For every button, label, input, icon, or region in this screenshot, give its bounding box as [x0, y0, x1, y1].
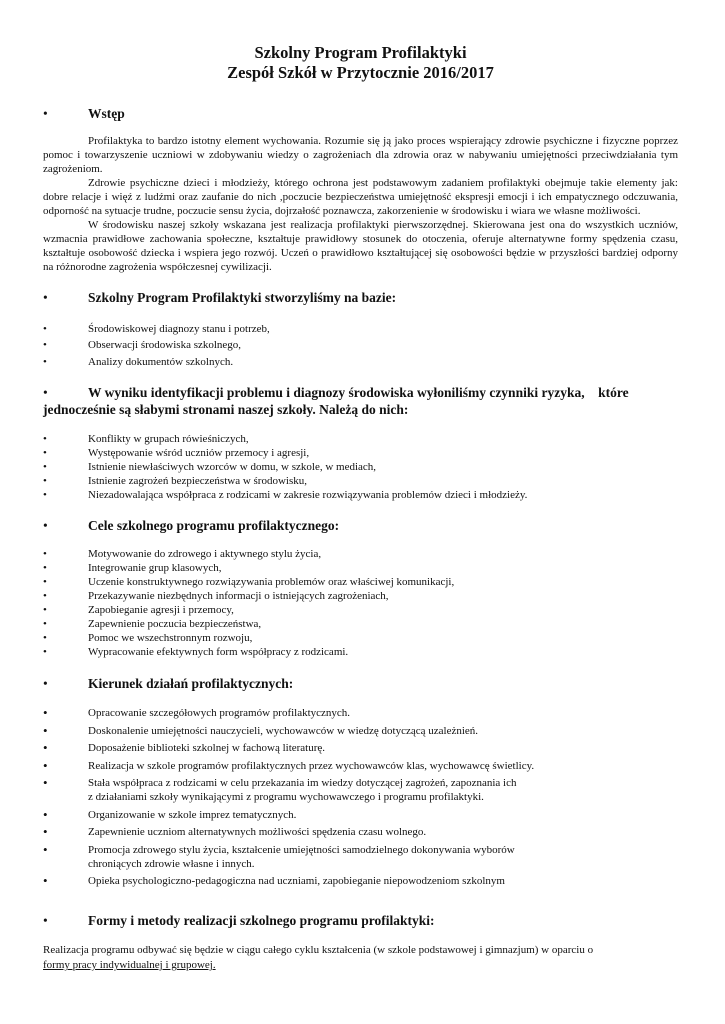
list-item — [43, 446, 678, 460]
bullet: • — [43, 618, 47, 631]
list-item — [43, 843, 678, 871]
list-item — [43, 354, 678, 370]
bullet: • — [43, 355, 47, 368]
list-item — [43, 776, 678, 804]
list-item-text: Konflikty w grupach rówieśniczych, — [88, 433, 249, 446]
list-item — [43, 759, 678, 773]
list-item-text-continuation: z działaniami szkoły wynikającymi z programu wychowawczego i programu profilaktyki. — [88, 791, 484, 804]
risks-list — [43, 432, 678, 502]
section-heading-goals — [43, 517, 678, 534]
list-item-text: Uczenie konstruktywnego rozwiązywania problemów oraz właściwej komunikacji, — [88, 576, 455, 589]
bullet: • — [43, 489, 47, 502]
heading-text: Kierunek działań profilaktycznych: — [88, 676, 294, 692]
list-item-text: Występowanie wśród uczniów przemocy i agresji, — [88, 447, 310, 460]
bullet: • — [43, 590, 47, 603]
bullet: • — [43, 604, 47, 617]
list-item-text: Promocja zdrowego stylu życia, kształcenie umiejętności samodzielnego dokonywania wyborów — [88, 843, 515, 856]
goals-list — [43, 547, 678, 659]
list-item-text: Istnienie zagrożeń bezpieczeństwa w środowisku, — [88, 475, 308, 488]
list-item-text: Środowiskowej diagnozy stanu i potrzeb, — [88, 323, 270, 335]
list-item — [43, 321, 678, 337]
methods-text — [43, 943, 678, 973]
methods-paragraph: Realizacja programu odbywać się będzie w ciągu całego cyklu kształcenia (w szkole podstawowej i gimnazjum) w oparciu o — [43, 944, 594, 957]
bullet: • — [43, 518, 48, 534]
heading-text: Formy i metody realizacji szkolnego programu profilaktyki: — [88, 913, 435, 929]
bullet: • — [43, 433, 47, 446]
section-heading-methods — [43, 912, 678, 929]
bullet: • — [43, 775, 48, 791]
list-item — [43, 808, 678, 822]
section-heading-intro — [43, 105, 678, 122]
list-item-text: Integrowanie grup klasowych, — [88, 562, 222, 575]
list-item — [43, 825, 678, 839]
bullet: • — [43, 873, 48, 889]
bullet: • — [43, 806, 48, 822]
bullet: • — [43, 562, 47, 575]
list-item — [43, 561, 678, 575]
heading-text: Wstęp — [88, 106, 125, 121]
bullet: • — [43, 548, 47, 561]
bullet: • — [43, 632, 47, 645]
bullet: • — [43, 676, 48, 692]
list-item-text-continuation: chroniących zdrowie własne i innych. — [88, 857, 255, 870]
list-item-text: Pomoc we wszechstronnym rozwoju, — [88, 632, 253, 645]
list-item-text: Organizowanie w szkole imprez tematycznych. — [88, 808, 297, 821]
intro-paragraph: W środowisku naszej szkoły wskazana jest realizacja profilaktyki pierwszorzędnej. Skierowana jest ona do wszystkich uczniów, wzmacnia prawidłowe zachowania społeczne, kształtuje prawidłowy stosunek do otoczenia, oferuje alternatywne formy spędzenia czasu, kształtuje osobowość dziecka i wspiera jego rozwój. Uczeń o prawidłowo kształtującej się osobowości będzie w przyszłości bardziej odporny na różnorodne zagrożenia współczesnej cywilizacji. — [43, 219, 678, 273]
list-item-text: Motywowanie do zdrowego i aktywnego stylu życia, — [88, 548, 322, 561]
heading-text: W wyniku identyfikacji problemu i diagnozy środowiska wyłoniliśmy czynniki ryzyka, które jednocześnie są słabymi stronami naszej szkoły. Należą do nich: — [43, 385, 632, 418]
bullet: • — [43, 447, 47, 460]
basis-list — [43, 321, 678, 370]
bullet: • — [43, 740, 48, 756]
list-item — [43, 724, 678, 738]
heading-text: Szkolny Program Profilaktyki stworzyliśmy na bazie: — [88, 290, 397, 305]
list-item — [43, 337, 678, 353]
section-heading-directions — [43, 675, 678, 692]
list-item — [43, 741, 678, 755]
list-item-text: Doposażenie biblioteki szkolnej w fachową literaturę. — [88, 742, 326, 755]
bullet: • — [43, 913, 48, 929]
list-item-text: Stała współpraca z rodzicami w celu przekazania im wiedzy dotyczącej zagrożeń, zapoznania ich — [88, 777, 517, 790]
directions-list — [43, 706, 678, 888]
list-item — [43, 874, 678, 888]
list-item — [43, 589, 678, 603]
list-item-text: Zapobieganie agresji i przemocy, — [88, 604, 234, 617]
bullet: • — [43, 385, 48, 401]
list-item-text: Opracowanie szczegółowych programów profilaktycznych. — [88, 707, 351, 720]
list-item-text: Niezadowalająca współpraca z rodzicami w zakresie rozwiązywania problemów dzieci i młodzieży. — [88, 489, 528, 502]
document-subtitle: Zespół Szkół w Przytocznie 2016/2017 — [227, 63, 494, 82]
intro-text — [43, 134, 678, 274]
document-title: Szkolny Program Profilaktyki — [254, 43, 467, 62]
bullet: • — [43, 339, 47, 352]
list-item-text: Wypracowanie efektywnych form współpracy z rodzicami. — [88, 646, 349, 659]
list-item — [43, 645, 678, 659]
bullet: • — [43, 722, 48, 738]
list-item — [43, 706, 678, 720]
list-item — [43, 488, 678, 502]
list-item — [43, 575, 678, 589]
bullet: • — [43, 824, 48, 840]
list-item — [43, 603, 678, 617]
list-item-text: Istnienie niewłaściwych wzorców w domu, w szkole, w mediach, — [88, 461, 377, 474]
list-item-text: Opieka psychologiczno-pedagogiczna nad uczniami, zapobieganie niepowodzeniom szkolnym — [88, 875, 505, 888]
bullet: • — [43, 323, 47, 335]
methods-underlined-text: formy pracy indywidualnej i grupowej. — [43, 959, 216, 972]
bullet: • — [43, 461, 47, 474]
list-item — [43, 474, 678, 488]
list-item — [43, 617, 678, 631]
intro-paragraph: Zdrowie psychiczne dzieci i młodzieży, którego ochrona jest podstawowym zadaniem profilaktyki obejmuje takie elementy jak: dobre relacje i więź z ludźmi oraz zaufanie do nich ,poczucie bezpieczeństwa umiejętność ekspresji emocji i ich empatycznego odczuwania, odporność na sytuacje trudne, poczucie sensu życia, dojrzałość poznawcza, zakorzenienie w środowisku i wiara we własne możliwości. — [43, 177, 678, 217]
list-item-text: Przekazywanie niezbędnych informacji o istniejących zagrożeniach, — [88, 590, 389, 603]
list-item-text: Doskonalenie umiejętności nauczycieli, wychowawców w wiedzę dotyczącą uzależnień. — [88, 724, 479, 737]
list-item-text: Obserwacji środowiska szkolnego, — [88, 339, 242, 352]
list-item-text: Analizy dokumentów szkolnych. — [88, 355, 234, 368]
section-heading-basis — [43, 289, 678, 306]
list-item — [43, 631, 678, 645]
section-heading-risks — [43, 384, 678, 418]
list-item-text: Realizacja w szkole programów profilaktycznych przez wychowawców klas, wychowawcę świetlicy. — [88, 759, 535, 772]
list-item — [43, 547, 678, 561]
heading-text: Cele szkolnego programu profilaktycznego: — [88, 518, 340, 534]
bullet: • — [43, 475, 47, 488]
bullet: • — [43, 841, 48, 857]
bullet: • — [43, 576, 47, 589]
list-item — [43, 460, 678, 474]
bullet: • — [43, 757, 48, 773]
list-item — [43, 432, 678, 446]
bullet: • — [43, 646, 47, 659]
list-item-text: Zapewnienie poczucia bezpieczeństwa, — [88, 618, 262, 631]
bullet: • — [43, 705, 48, 721]
list-item-text: Zapewnienie uczniom alternatywnych możliwości spędzenia czasu wolnego. — [88, 826, 427, 839]
intro-paragraph: Profilaktyka to bardzo istotny element wychowania. Rozumie się ją jako proces wspierający zdrowie psychiczne i fizyczne poprzez pomoc i towarzyszenie uczniowi w zdobywaniu wiedzy o zagrożeniach dla zdrowia oraz w nabywaniu umiejętności przeciwdziałania tym zagrożeniom. — [43, 135, 678, 175]
bullet: • — [43, 106, 48, 121]
bullet: • — [43, 290, 48, 305]
